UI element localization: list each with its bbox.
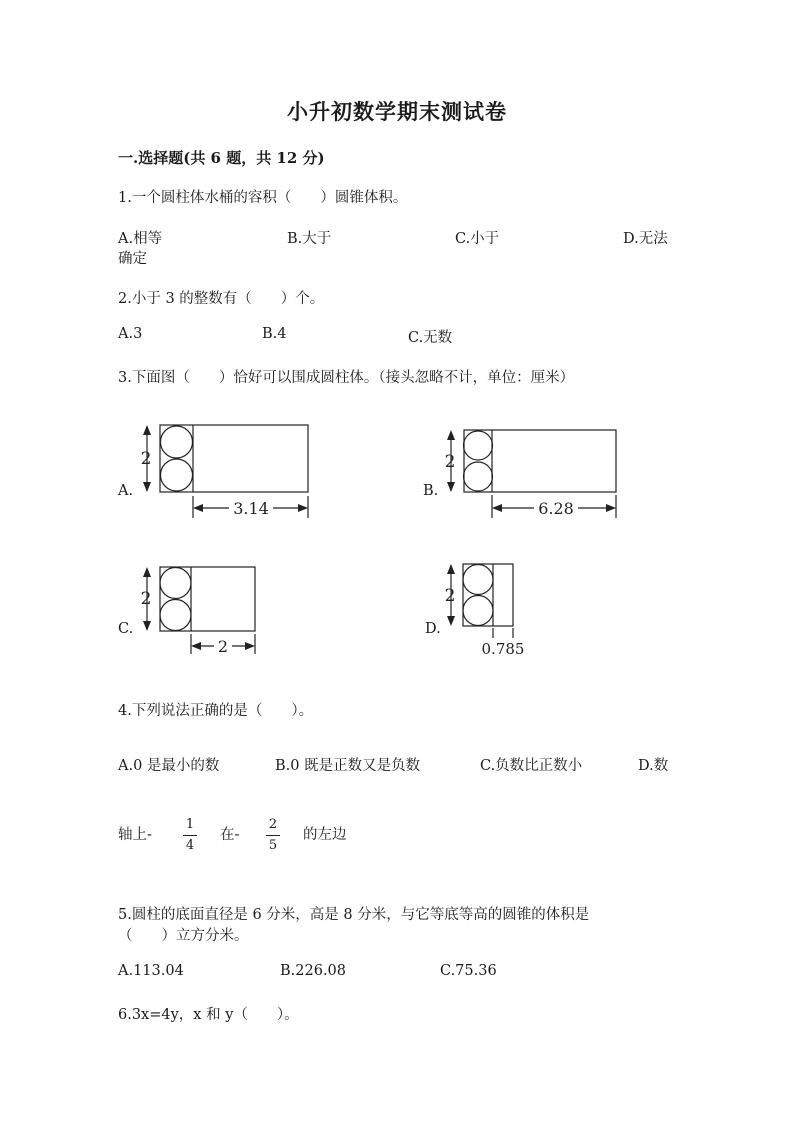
question-2-option-c: C.无数 [408, 330, 453, 346]
figure-c-diagram [134, 560, 264, 658]
question-4-stem: 4.下列说法正确的是（ ）。 [118, 703, 314, 719]
question-1-option-d-continued: 确定 [118, 251, 147, 267]
fraction-two-fifths-numerator: 2 [268, 817, 278, 832]
question-4-option-d-line2-end: 的左边 [303, 827, 347, 843]
question-4-option-a: A.0 是最小的数 [118, 758, 220, 774]
question-2-option-a: A.3 [118, 326, 143, 342]
figure-a-label: A. [118, 483, 134, 499]
fraction-two-fifths [266, 816, 280, 855]
figure-b-diagram [438, 422, 623, 522]
question-4-option-c: C.负数比正数小 [480, 758, 583, 774]
question-3-stem: 3.下面图（ ）恰好可以围成圆柱体。（接头忽略不计，单位：厘米） [118, 370, 575, 386]
figure-a-circle-bottom [161, 459, 193, 491]
figure-d-width-label: 0.785 [481, 640, 525, 658]
figure-c-width-label: 2 [217, 637, 229, 656]
figure-b-circle-bottom [464, 462, 493, 491]
question-4-option-d: D.数 [638, 758, 669, 774]
figure-b-rectangle [464, 430, 616, 492]
figure-c-height-label: 2 [140, 589, 152, 609]
figure-a-height-label: 2 [140, 449, 152, 469]
question-5-stem: 5.圆柱的底面直径是 6 分米，高是 8 分米，与它等底等高的圆锥的体积是 [118, 907, 590, 923]
section-heading: 一.选择题(共 6 题，共 12 分) [118, 149, 325, 167]
fraction-one-quarter-denominator: 4 [185, 838, 195, 853]
question-1-stem: 1.一个圆柱体水桶的容积（ ）圆锥体积。 [118, 190, 408, 206]
question-6-stem: 6.3x=4y，x 和 y（ ）。 [118, 1007, 299, 1023]
fraction-one-quarter-numerator: 1 [185, 817, 195, 832]
question-5-option-c: C.75.36 [440, 963, 497, 979]
figure-a-diagram [134, 418, 319, 522]
question-1-option-d: D.无法 [623, 231, 668, 247]
question-5-option-b: B.226.08 [280, 963, 347, 979]
figure-d-label: D. [425, 621, 441, 637]
figure-d-rectangle [463, 564, 513, 626]
figure-c-label: C. [118, 621, 134, 637]
figure-b-width-label: 6.28 [538, 499, 574, 518]
figure-c-circle-top [160, 568, 191, 599]
figure-a-circle-top [161, 426, 193, 458]
question-1-option-a: A.相等 [118, 231, 163, 247]
figure-c-circle-bottom [160, 600, 191, 631]
figure-b-height-label: 2 [444, 452, 456, 472]
question-5-option-a: A.113.04 [118, 963, 184, 979]
question-5-stem-continued: （ ）立方分米。 [118, 928, 249, 944]
question-1-option-b: B.大于 [287, 231, 332, 247]
figure-a-rectangle [160, 425, 308, 492]
figure-d-height-label: 2 [444, 586, 456, 606]
question-2-option-b: B.4 [262, 326, 287, 342]
figure-d-diagram [440, 560, 540, 662]
question-4-option-d-line2-start: 轴上- [118, 827, 152, 843]
question-2-stem: 2.小于 3 的整数有（ ）个。 [118, 291, 325, 307]
figure-b-label: B. [423, 483, 439, 499]
figure-a-width-label: 3.14 [233, 499, 269, 518]
page-title: 小升初数学期末测试卷 [287, 99, 507, 124]
figure-d-circle-bottom [463, 596, 493, 626]
question-4-option-b: B.0 既是正数又是负数 [275, 758, 421, 774]
figure-b-circle-top [464, 431, 493, 460]
fraction-one-quarter [183, 816, 197, 855]
question-4-option-d-line2-middle: 在- [220, 827, 240, 843]
figure-d-circle-top [463, 565, 493, 595]
fraction-two-fifths-denominator: 5 [268, 838, 278, 853]
question-1-option-c: C.小于 [455, 231, 500, 247]
